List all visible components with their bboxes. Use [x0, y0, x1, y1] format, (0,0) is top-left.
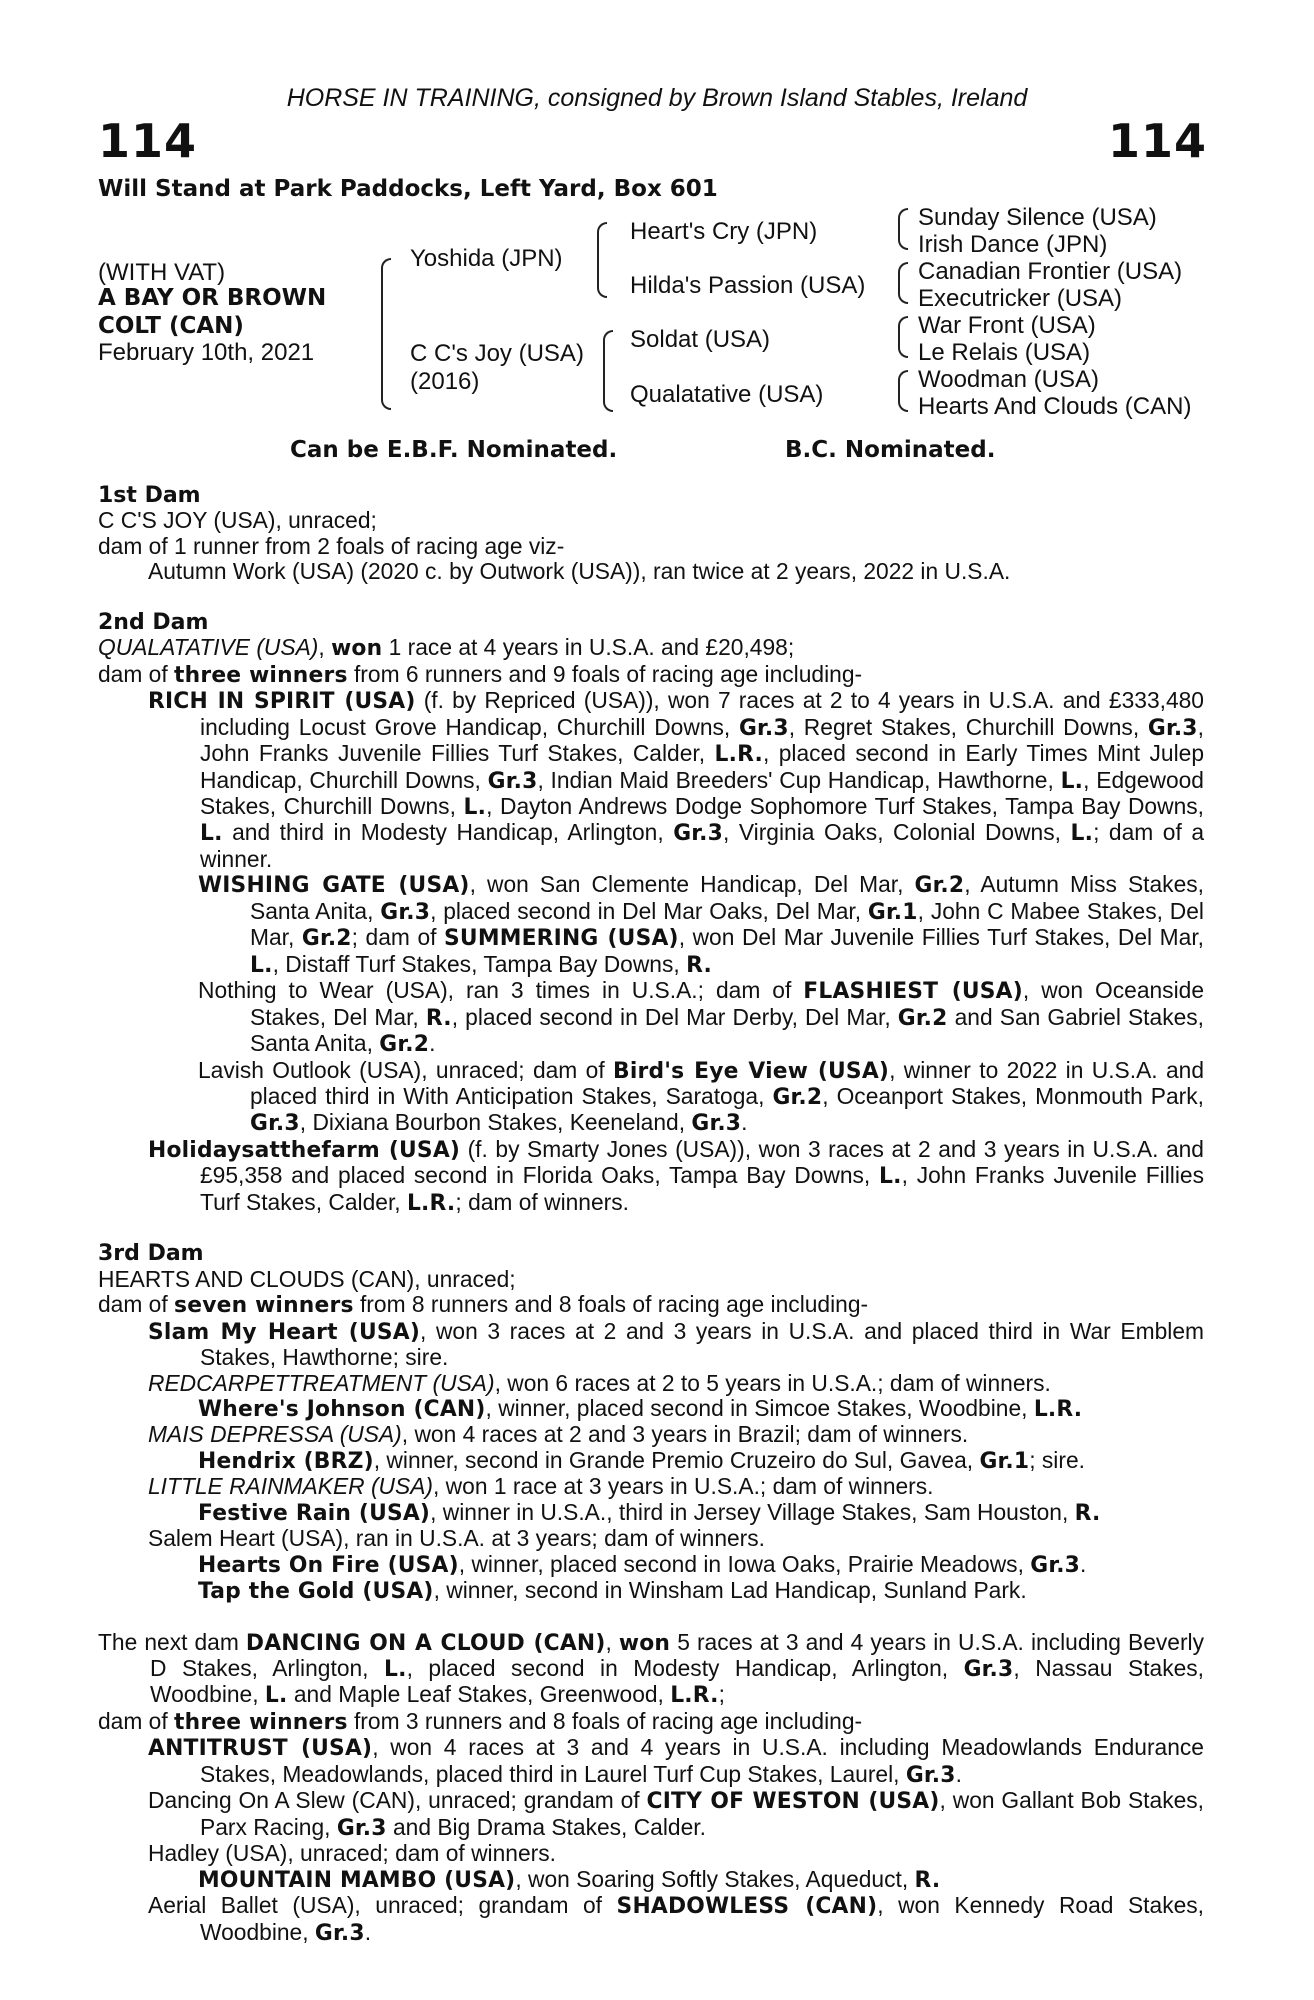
third-dam-entry: HEARTS AND CLOUDS (CAN), unraced; — [98, 1265, 516, 1292]
lot-number-left: 114 — [98, 114, 198, 168]
next-dam-produce: dam of three winners from 3 runners and 8 foals of racing age including- — [98, 1707, 863, 1735]
vat-status: (WITH VAT) — [98, 259, 226, 286]
pedigree-ggp-7: Woodman (USA) — [918, 366, 1099, 393]
second-dam-entry: QUALATATIVE (USA), won 1 race at 4 years in U.S.A. and £20,498; — [98, 634, 795, 662]
pedigree-ggp-3: Canadian Frontier (USA) — [918, 258, 1183, 285]
produce-entry: Hadley (USA), unraced; dam of winners. — [148, 1840, 556, 1867]
third-dam-heading: 3rd Dam — [98, 1241, 204, 1267]
pedigree-dam-sire: Soldat (USA) — [630, 326, 771, 353]
ebf-nomination: Can be E.B.F. Nominated. — [290, 437, 618, 463]
produce-entry: Lavish Outlook (USA), unraced; dam of Bird's Eye View (USA), winner to 2022 in U.S.A. and placed third in With Anticipation Stakes, Saratoga, Gr.2, Oceanport Stakes, Monmouth Park, Gr.3, Dixiana Bourbon Stakes, Keeneland, Gr.3. — [198, 1056, 1205, 1137]
pedigree-brace-gen1 — [381, 258, 391, 410]
produce-entry: Slam My Heart (USA), won 3 races at 2 and 3 years in U.S.A. and placed third in War Emblem Stakes, Hawthorne; sire. — [148, 1317, 1204, 1371]
next-dam-entry: The next dam DANCING ON A CLOUD (CAN), won 5 races at 3 and 4 years in U.S.A. including Beverly D Stakes, Arlington, L., placed second in Modesty Handicap, Arlington, Gr.3, Nassau Stakes, Woodbine, L. and Maple Leaf Stakes, Greenwood, L.R.; — [98, 1628, 1204, 1709]
pedigree-brace-sire — [597, 222, 607, 298]
produce-entry: MAIS DEPRESSA (USA), won 4 races at 2 and 3 years in Brazil; dam of winners. — [148, 1421, 969, 1448]
foaling-date: February 10th, 2021 — [98, 339, 315, 366]
stabling-location: Will Stand at Park Paddocks, Left Yard, Box 601 — [98, 176, 718, 202]
produce-entry: Aerial Ballet (USA), unraced; grandam of SHADOWLESS (CAN), won Kennedy Road Stakes, Woodbine, Gr.3. — [148, 1892, 1205, 1946]
pedigree-sire: Yoshida (JPN) — [410, 245, 563, 272]
produce-entry: Holidaysatthefarm (USA) (f. by Smarty Jones (USA)), won 3 races at 2 and 3 years in U.S.A. and £95,358 and placed second in Florida Oaks, Tampa Bay Downs, L., John Franks Juvenile Fillies Turf Stakes, Calder, L.R.; dam of winners. — [148, 1135, 1204, 1216]
pedigree-ggp-5: War Front (USA) — [918, 312, 1096, 339]
first-dam-produce: dam of 1 runner from 2 foals of racing age viz- — [98, 532, 565, 559]
first-dam-entry: C C'S JOY (USA), unraced; — [98, 507, 377, 534]
third-dam-produce: dam of seven winners from 8 runners and 8 foals of racing age including- — [98, 1291, 869, 1319]
horse-description-line2: COLT (CAN) — [98, 313, 244, 339]
produce-entry: WISHING GATE (USA), won San Clemente Handicap, Del Mar, Gr.2, Autumn Miss Stakes, Santa Anita, Gr.3, placed second in Del Mar Oaks, Del Mar, Gr.1, John C Mabee Stakes, Del Mar, Gr.2; dam of SUMMERING (USA), won Del Mar Juvenile Fillies Turf Stakes, Del Mar, L., Distaff Turf Stakes, Tampa Bay Downs, R. — [198, 871, 1204, 978]
produce-entry: Festive Rain (USA), winner in U.S.A., third in Jersey Village Stakes, Sam Houston, R. — [198, 1498, 1101, 1526]
produce-entry: Tap the Gold (USA), winner, second in Winsham Lad Handicap, Sunland Park. — [198, 1577, 1027, 1605]
first-dam-heading: 1st Dam — [98, 483, 201, 508]
produce-entry: Hendrix (BRZ), winner, second in Grande Premio Cruzeiro do Sul, Gavea, Gr.1; sire. — [198, 1446, 1085, 1474]
produce-entry: Dancing On A Slew (CAN), unraced; grandam of CITY OF WESTON (USA), won Gallant Bob Stakes, Parx Racing, Gr.3 and Big Drama Stakes, Calder. — [148, 1787, 1204, 1841]
produce-entry: ANTITRUST (USA), won 4 races at 3 and 4 years in U.S.A. including Meadowlands Endurance Stakes, Meadowlands, placed third in Laurel Turf Cup Stakes, Laurel, Gr.3. — [148, 1734, 1204, 1788]
pedigree-ggp-1: Sunday Silence (USA) — [918, 204, 1157, 231]
pedigree-ggp-6: Le Relais (USA) — [918, 339, 1091, 366]
produce-entry: Hearts On Fire (USA), winner, placed second in Iowa Oaks, Prairie Meadows, Gr.3. — [198, 1550, 1087, 1578]
pedigree-brace-dam — [603, 330, 613, 412]
second-dam-heading: 2nd Dam — [98, 609, 209, 635]
produce-entry: REDCARPETTREATMENT (USA), won 6 races at 2 to 5 years in U.S.A.; dam of winners. — [148, 1369, 1051, 1396]
pedigree-sire-sire: Heart's Cry (JPN) — [630, 218, 818, 245]
pedigree-brace-dd — [898, 370, 908, 412]
pedigree-brace-sd — [898, 262, 908, 304]
bc-nomination: B.C. Nominated. — [785, 437, 996, 463]
produce-entry: RICH IN SPIRIT (USA) (f. by Repriced (USA)), won 7 races at 2 to 4 years in U.S.A. and £333,480 including Locust Grove Handicap, Churchill Downs, Gr.3, Regret Stakes, Churchill Downs, Gr.3, John Franks Juvenile Fillies Turf Stakes, Calder, L.R., placed second in Early Times Mint Julep Handicap, Churchill Downs, Gr.3, Indian Maid Breeders' Cup Handicap, Hawthorne, L., Edgewood Stakes, Churchill Downs, L., Dayton Andrews Dodge Sophomore Turf Stakes, Tampa Bay Downs, L. and third in Modesty Handicap, Arlington, Gr.3, Virginia Oaks, Colonial Downs, L.; dam of a winner. — [148, 687, 1205, 872]
page-header: HORSE IN TRAINING, consigned by Brown Island Stables, Ireland — [286, 84, 1028, 112]
pedigree-ggp-8: Hearts And Clouds (CAN) — [918, 393, 1192, 420]
pedigree-ggp-4: Executricker (USA) — [918, 285, 1123, 312]
lot-number-right: 114 — [1107, 114, 1207, 168]
pedigree-ggp-2: Irish Dance (JPN) — [918, 231, 1108, 258]
pedigree-brace-ds — [898, 316, 908, 358]
catalogue-body — [98, 483, 1204, 1946]
produce-entry: Salem Heart (USA), ran in U.S.A. at 3 years; dam of winners. — [148, 1525, 766, 1552]
horse-description-line1: A BAY OR BROWN — [98, 285, 327, 311]
produce-entry: Autumn Work (USA) (2020 c. by Outwork (USA)), ran twice at 2 years, 2022 in U.S.A. — [148, 558, 1011, 585]
pedigree-dam-year: (2016) — [410, 368, 480, 395]
produce-entry: LITTLE RAINMAKER (USA), won 1 race at 3 years in U.S.A.; dam of winners. — [148, 1473, 934, 1500]
produce-entry: Nothing to Wear (USA), ran 3 times in U.S.A.; dam of FLASHIEST (USA), won Oceanside Stakes, Del Mar, R., placed second in Del Mar Derby, Del Mar, Gr.2 and San Gabriel Stakes, Santa Anita, Gr.2. — [198, 977, 1205, 1058]
pedigree-brace-ss — [898, 208, 908, 250]
second-dam-produce: dam of three winners from 6 runners and 9 foals of racing age including- — [98, 660, 863, 688]
pedigree-sire-dam: Hilda's Passion (USA) — [630, 272, 866, 299]
produce-entry: Where's Johnson (CAN), winner, placed second in Simcoe Stakes, Woodbine, L.R. — [198, 1394, 1083, 1422]
pedigree-dam-dam: Qualatative (USA) — [630, 381, 824, 408]
pedigree-dam: C C's Joy (USA) — [410, 340, 584, 367]
produce-entry: MOUNTAIN MAMBO (USA), won Soaring Softly Stakes, Aqueduct, R. — [198, 1865, 941, 1893]
